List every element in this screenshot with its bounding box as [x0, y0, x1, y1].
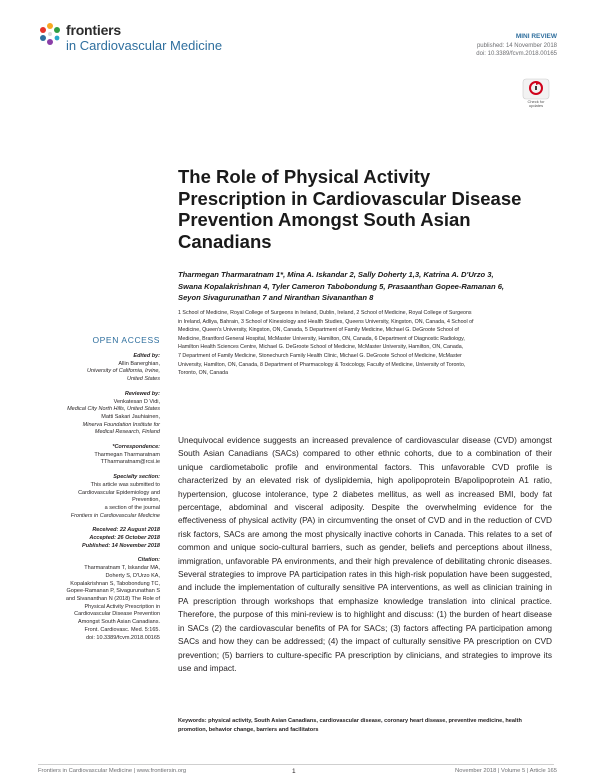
citation-line: Gopee-Ramanan P, Sivagurunathan S [66, 588, 160, 595]
affiliation-line: Medicine, Brantford General Hospital, McMaster University, Hamilton, ON, Canada, 6 Department of Diagnostic Radiology, [178, 335, 465, 342]
frontiers-logo-icon [38, 22, 62, 48]
citation-line: Front. Cardiovasc. Med. 5:165. [84, 626, 160, 633]
keywords [178, 717, 552, 734]
edited-by-label: Edited by: [133, 353, 160, 359]
editor-line: United States [126, 376, 160, 383]
brand-name: frontiers [66, 22, 121, 38]
citation-label: Citation: [137, 557, 160, 564]
citation-line: Tharmaratnam T, Iskandar MA, [84, 565, 160, 572]
citation-line: Physical Activity Prescription in [84, 603, 160, 610]
article-title: The Role of Physical Activity Prescription in Cardiovascular Disease Prevention Amongst South Asian Canadians [178, 166, 522, 252]
footer-divider [38, 764, 554, 765]
keywords-label: Keywords: [178, 718, 207, 724]
specialty-section-label: Specialty section: [113, 474, 160, 481]
reviewer-line: Medical City North Hills, United States [67, 406, 160, 413]
citation-line: Kopalakrishnan S, Tabobondung TC, [70, 580, 160, 587]
correspondence-label: *Correspondence: [112, 444, 160, 451]
editor-line: University of California, Irvine, [86, 368, 160, 375]
open-access-label: OPEN ACCESS [92, 335, 160, 345]
specialty-line: Prevention, [132, 497, 160, 504]
keywords-list: physical activity, South Asian Canadians, cardiovascular disease, coronary heart disease, preventive medicine, health promotion, behavior change, barriers and facilitators [178, 718, 522, 733]
affiliation-line: 1 School of Medicine, Royal College of Surgeons in Ireland, Dublin, Ireland, 2 School of Medicine, Royal College of Surgeons [178, 310, 472, 316]
reviewer-line: Venkatesan D Vidi, [113, 398, 160, 405]
updates-label-line-2: updates [528, 103, 544, 109]
specialty-line: This article was submitted to [90, 481, 160, 488]
article-info-sidebar [38, 353, 160, 642]
correspondence-line: Tharmegan Tharmaratnam [94, 451, 160, 458]
citation-line: Cardiovascular Disease Prevention [74, 611, 160, 618]
check-for-updates-badge[interactable] [519, 78, 553, 109]
received-date: Received: 22 August 2018 [92, 527, 160, 534]
author-list [178, 269, 548, 304]
editor-line: Allin Banerghian, [118, 360, 160, 367]
journal-name: in Cardiovascular Medicine [66, 38, 223, 53]
footer-journal-link[interactable]: Frontiers in Cardiovascular Medicine | www.frontiersin.org [38, 768, 187, 774]
doi-link[interactable]: doi: 10.3389/fcvm.2018.00165 [476, 51, 557, 57]
reviewer-line: Minerva Foundation Institute for [82, 421, 160, 428]
affiliation-line: 7 Department of Family Medicine, Stonechurch Family Health Clinic, Michael G. DeGroote School of Medicine, McMaster [178, 352, 462, 359]
reviewer-line: Medical Research, Finland [94, 429, 160, 436]
citation-line: Amongst South Asian Canadians. [78, 619, 160, 626]
affiliation-line: Hamilton Health Sciences Centre, Michael G. DeGroote School of Medicine, McMaster University, Hamilton, ON, Canada, [178, 344, 464, 351]
affiliation-line: in Ireland, Adliya, Bahrain, 3 School of Kinesiology and Health Studies, Queens University, Kingston, ON, Canada, 4 School of [178, 318, 474, 325]
abstract: Unequivocal evidence suggests an increased prevalence of cardiovascular disease (CVD) amongst South Asian Canadians (SACs) compared to other ethnic cohorts, due to a combination of their unique cardiometabolic profile and environmental factors. This unfavorable CVD profile is characterized by an elevated risk of dyslipidemia, high apolipoprotein B/apolipoprotein A1 ratio, hypertension, glucose intolerance, type 2 diabetes mellitus, as well as increased BMI, body fat percentage, abdominal and visceral adiposity. Despite the overwhelming evidence for the effectiveness of physical activity (PA) in circumventing the onset of CVD and in the reduction of CVD risk factors, SACs are among the most physically inactive cohorts in Canada. This relates to a set of common and unique socio-cultural barriers, such as gender, beliefs and perceptions about illness, immigration, unfavorable PA environments, and their high prevalence of debilitating chronic diseases. Several strategies to improve PA participation rates in this high-risk population have been suggested, and include the implementation of culturally sensitive PA interventions, as well as clinician training in PA prescription through workshops that emphasize knowledge translation into clinical practice. Therefore, the purpose of this mini-review is to highlight and discuss: (1) the burden of heart disease in SACs (2) the cardiovascular benefits of PA for SACs; (3) factors affecting PA participation among SACs and how they can be addressed; (4) the impact of culturally sensitive PA prescription on CVD prevention; (5) barriers to culture-specific PA prescription by clinicians, and strategies to improve its use and impact. [178, 435, 552, 673]
page-number: 1 [292, 768, 296, 775]
accepted-date: Accepted: 26 October 2018 [89, 535, 160, 542]
affiliations [178, 309, 550, 378]
author-line[interactable]: Tharmegan Tharmaratnam 1*, Mina A. Iskandar 2, Sally Doherty 1,3, Katrina A. D'Urzo 3, [178, 270, 494, 279]
published-date-side: Published: 14 November 2018 [82, 542, 160, 549]
correspondence-email-link[interactable]: TTharmaratnam@rcsi.ie [100, 459, 160, 466]
citation-doi-link[interactable]: doi: 10.3389/fcvm.2018.00165 [85, 634, 160, 641]
author-line[interactable]: Swana Kopalakrishnan 4, Tyler Cameron Tabobondung 5, Prasaanthan Gopee-Ramanan 6, [178, 281, 505, 291]
reviewed-by-label: Reviewed by: [124, 390, 160, 397]
refresh-icon [519, 78, 553, 100]
published-date: published: 14 November 2018 [476, 43, 557, 49]
affiliation-line: Toronto, ON, Canada [178, 370, 229, 377]
footer-volume-info: November 2018 | Volume 5 | Article 165 [455, 768, 557, 774]
updates-label-line-1: Check for [527, 99, 545, 104]
reviewer-line: Matti Sakari Jauhiainen, [101, 413, 160, 420]
article-type: MINI REVIEW [515, 33, 557, 40]
specialty-line: Frontiers in Cardiovascular Medicine [70, 512, 160, 519]
specialty-line: a section of the journal [104, 504, 160, 511]
citation-line: and Sivananthan N (2018) The Role of [65, 595, 160, 602]
affiliation-line: Medicine, Queen's University, Kingston, ON, Canada, 5 Department of Family Medicine, Michael G. DeGroote School of [178, 327, 459, 334]
specialty-line: Cardiovascular Epidemiology and [78, 489, 160, 496]
author-line[interactable]: Seyon Sivagurunathan 7 and Niranthan Sivananthan 8 [178, 293, 374, 303]
citation-line: Doherty S, D'Urzo KA, [105, 572, 160, 579]
affiliation-line: University, Hamilton, ON, Canada, 8 Department of Pharmacology & Toxicology, Faculty of Medicine, University of Toronto, [178, 361, 466, 368]
